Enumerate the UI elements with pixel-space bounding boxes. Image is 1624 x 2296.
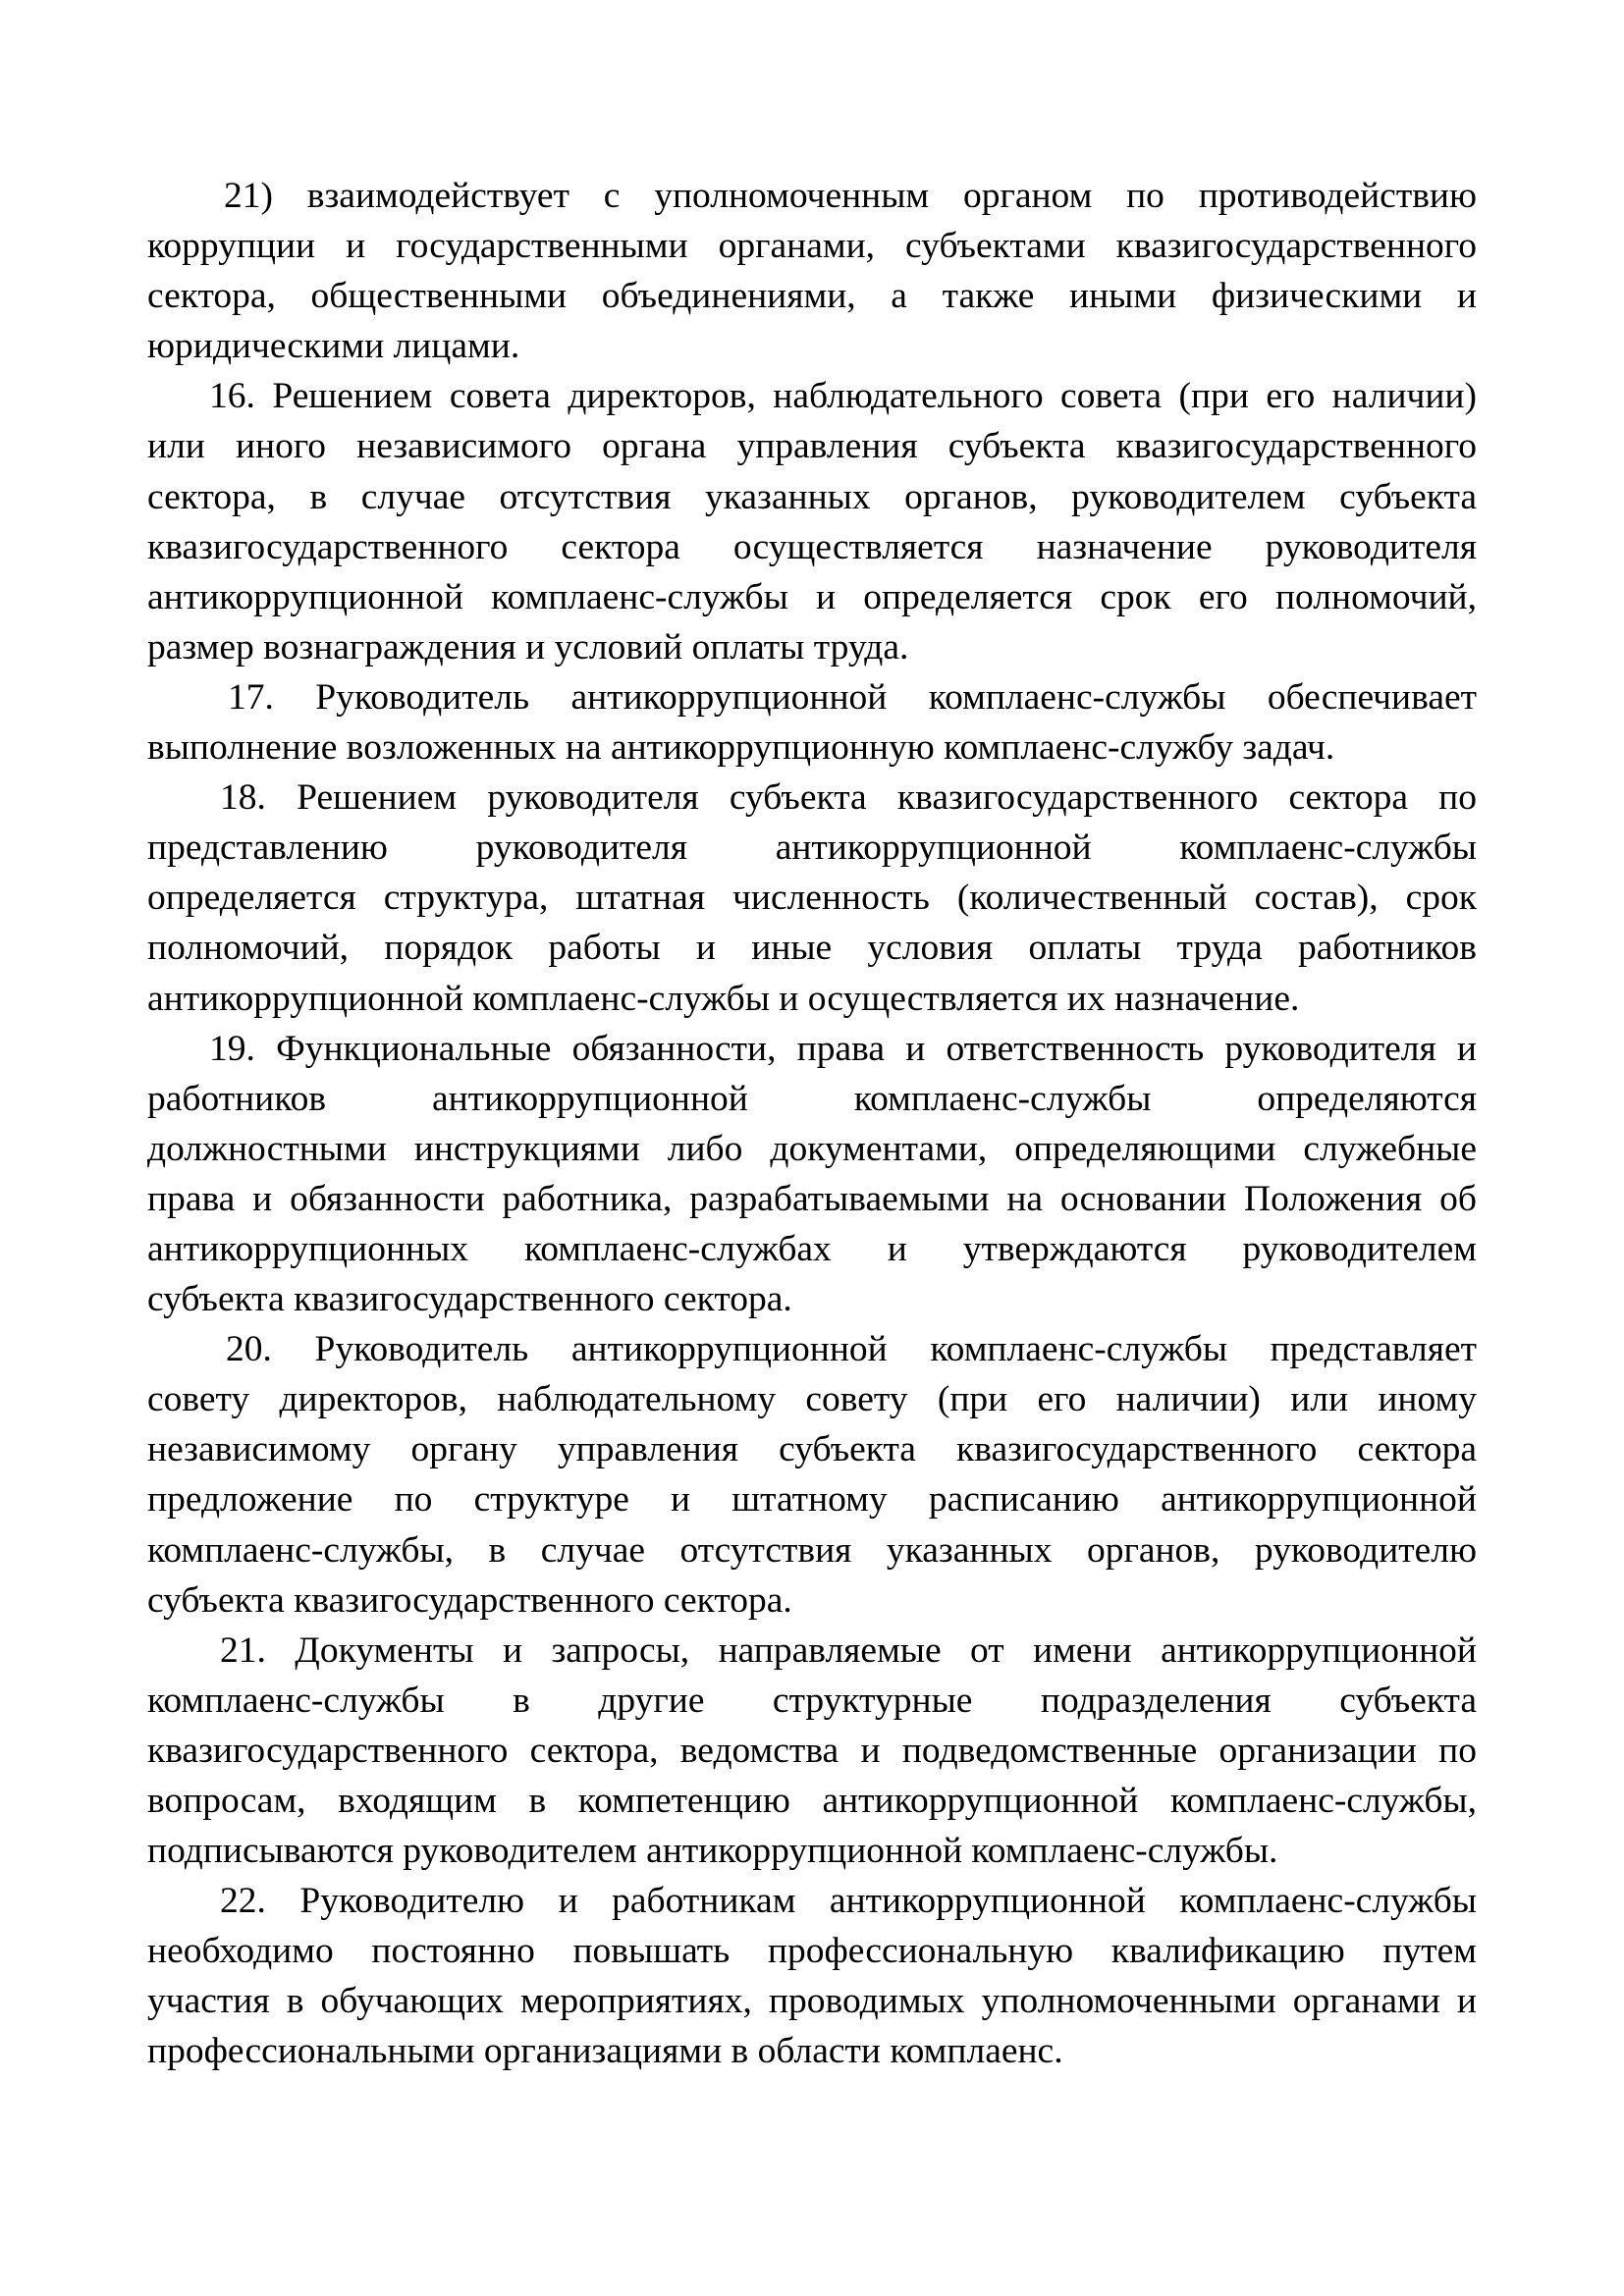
text-line: комплаенс-службы в другие структурные подразделения субъекта bbox=[147, 1680, 1477, 1721]
text-line: антикоррупционной комплаенс-службы и осуществляется их назначение. bbox=[147, 978, 1300, 1019]
text-line: 22. Руководителю и работникам антикоррупционной комплаенс-службы bbox=[220, 1881, 1477, 1922]
text-line: коррупции и государственными органами, субъектами квазигосударственного bbox=[147, 226, 1477, 267]
text-line: сектора, общественными объединениями, а также иными физическими и bbox=[147, 276, 1477, 317]
text-line: вопросам, входящим в компетенцию антикоррупционной комплаенс-службы, bbox=[147, 1781, 1477, 1821]
text-line: размер вознаграждения и условий оплаты труда. bbox=[147, 626, 909, 667]
text-line: 20. Руководитель антикоррупционной комплаенс-службы представляет bbox=[226, 1329, 1477, 1370]
text-line: или иного независимого органа управления субъекта квазигосударственного bbox=[147, 426, 1477, 467]
text-line: 19. Функциональные обязанности, права и ответственность руководителя и bbox=[209, 1028, 1477, 1069]
paragraph-22 bbox=[147, 1876, 1477, 2076]
text-line: представлению руководителя антикоррупционной комплаенс-службы bbox=[147, 828, 1477, 869]
text-line: определяется структура, штатная численность (количественный состав), срок bbox=[147, 878, 1477, 919]
paragraph-20 bbox=[147, 1324, 1477, 1626]
paragraph-16 bbox=[147, 371, 1477, 672]
text-line: антикоррупционной комплаенс-службы и определяется срок его полномочий, bbox=[147, 576, 1477, 617]
text-line: независимому органу управления субъекта квазигосударственного сектора bbox=[147, 1429, 1477, 1470]
text-line: выполнение возложенных на антикоррупционную комплаенс-службу задач. bbox=[147, 727, 1335, 769]
text-line: полномочий, порядок работы и иные условия оплаты труда работников bbox=[147, 928, 1477, 969]
text-line: 18. Решением руководителя субъекта квазигосударственного сектора по bbox=[220, 777, 1477, 819]
text-line: юридическими лицами. bbox=[147, 326, 520, 367]
text-line: подписываются руководителем антикоррупционной комплаенс-службы. bbox=[147, 1831, 1278, 1872]
text-line: 21) взаимодействует с уполномоченным органом по противодействию bbox=[224, 176, 1477, 216]
text-line: права и обязанности работника, разрабатываемыми на основании Положения об bbox=[147, 1178, 1477, 1219]
text-line: квазигосударственного сектора осуществляется назначение руководителя bbox=[147, 526, 1477, 567]
text-line: субъекта квазигосударственного сектора. bbox=[147, 1279, 792, 1320]
text-line: субъекта квазигосударственного сектора. bbox=[147, 1579, 792, 1621]
text-line: работников антикоррупционной комплаенс-службы определяются bbox=[147, 1078, 1477, 1119]
text-line: антикоррупционных комплаенс-службах и утверждаются руководителем bbox=[147, 1228, 1477, 1269]
text-line: совету директоров, наблюдательному совету (при его наличии) или иному bbox=[147, 1379, 1477, 1420]
paragraph-18 bbox=[147, 773, 1477, 1023]
document-body bbox=[147, 171, 1477, 2077]
text-line: сектора, в случае отсутствия указанных органов, руководителем субъекта bbox=[147, 476, 1477, 517]
text-line: должностными инструкциями либо документами, определяющими служебные bbox=[147, 1128, 1477, 1169]
paragraph-17 bbox=[147, 672, 1477, 773]
text-line: участия в обучающих мероприятиях, проводимых уполномоченными органами и bbox=[147, 1981, 1477, 2022]
text-line: 16. Решением совета директоров, наблюдательного совета (при его наличии) bbox=[209, 376, 1477, 417]
text-line: комплаенс-службы, в случае отсутствия указанных органов, руководителю bbox=[147, 1529, 1477, 1571]
text-line: 17. Руководитель антикоррупционной комплаенс-службы обеспечивает bbox=[228, 676, 1477, 718]
paragraph-19 bbox=[147, 1024, 1477, 1325]
text-line: 21. Документы и запросы, направляемые от имени антикоррупционной bbox=[220, 1629, 1477, 1671]
text-line: предложение по структуре и штатному расписанию антикоррупционной bbox=[147, 1479, 1477, 1521]
text-line: квазигосударственного сектора, ведомства и подведомственные организации по bbox=[147, 1730, 1477, 1771]
paragraph-21 bbox=[147, 1626, 1477, 1876]
paragraph-21-subitem bbox=[147, 171, 1477, 371]
text-line: профессиональными организациями в области комплаенс. bbox=[147, 2031, 1063, 2072]
text-line: необходимо постоянно повышать профессиональную квалификацию путем bbox=[147, 1931, 1477, 1972]
